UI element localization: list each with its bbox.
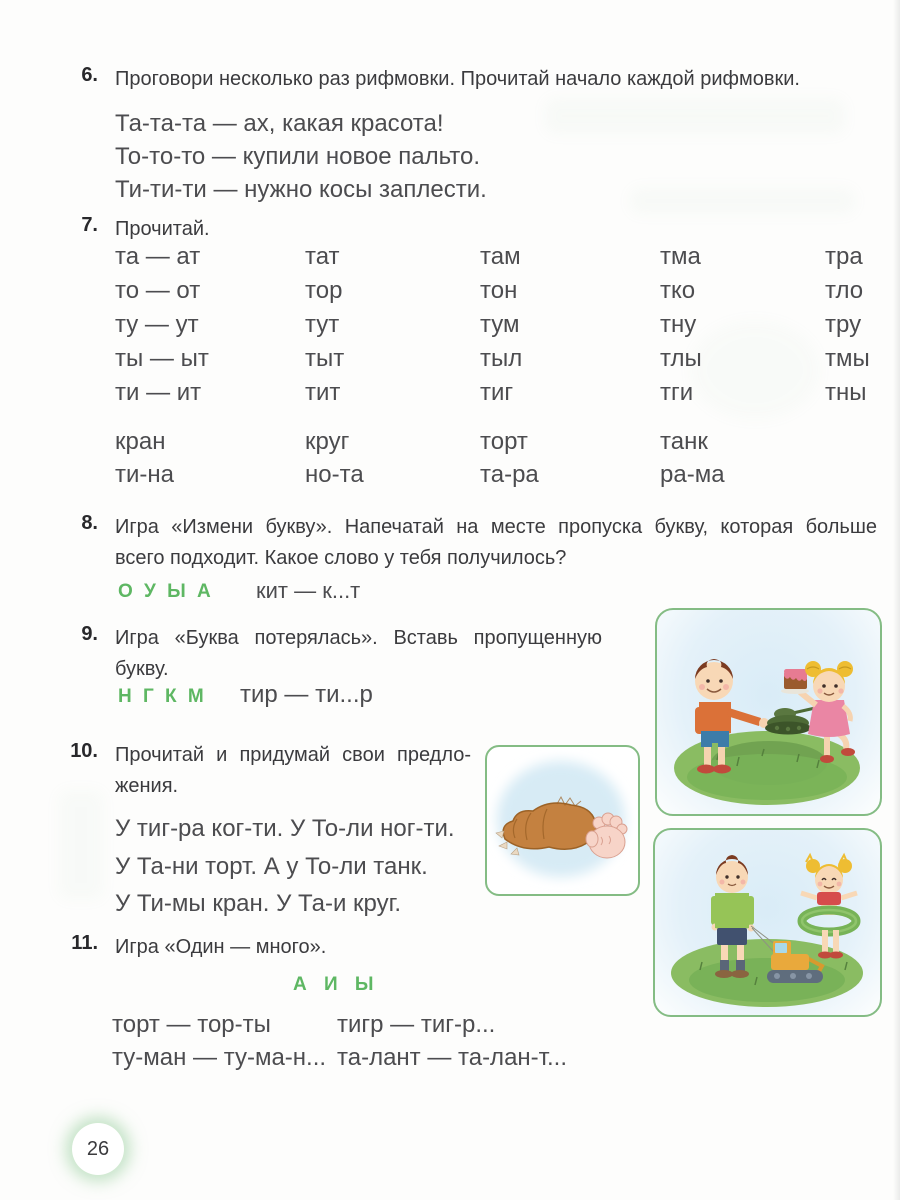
illustration-paw-and-hand <box>485 745 640 896</box>
word-pair: ту-ман — ту-ма-н... <box>112 1043 327 1071</box>
syllable-table <box>115 243 885 413</box>
page-number: 26 <box>86 1137 110 1160</box>
rhyme-line: Ти-ти-ти — нужно косы заплести. <box>115 176 487 203</box>
exercise-6-number: 6. <box>81 64 98 86</box>
syllable-cell: тру <box>825 311 862 338</box>
fill-in-task: кит — к...т <box>256 578 361 603</box>
syllable-cell: тра <box>825 243 863 270</box>
syllable-cell: ты — ыт <box>115 345 209 372</box>
words-table <box>115 428 885 494</box>
instruction-line: Игра «Буква потерялась». Вставь пропущенную <box>115 627 602 649</box>
exercise-10-sentences <box>115 810 455 923</box>
sentence-line: У Та-ни торт. А у То-ли танк. <box>115 852 428 880</box>
exercise-6-rhymes <box>115 107 487 206</box>
bleed-through-artifact <box>630 188 855 214</box>
exercise-11-instruction: Игра «Один — много». <box>115 936 327 958</box>
syllable-cell: та — ат <box>115 243 201 270</box>
exercise-10-number: 10. <box>70 740 98 762</box>
syllable-cell: ти — ит <box>115 379 202 406</box>
letter-choices: А И Ы <box>293 974 380 995</box>
word-cell: торт <box>480 428 528 455</box>
rhyme-line: Та-та-та — ах, какая красота! <box>115 110 444 137</box>
paw-hand-scene <box>487 747 638 894</box>
word-cell: ра-ма <box>660 461 725 488</box>
syllable-cell: тлы <box>660 345 702 372</box>
syllable-cell: тло <box>825 277 864 304</box>
syllable-cell: тыл <box>480 345 523 372</box>
exercise-11-number: 11. <box>71 932 98 954</box>
word-pair: торт — тор-ты <box>112 1011 271 1038</box>
fill-in-task: тир — ти...р <box>240 681 373 708</box>
word-cell: та-ра <box>480 461 539 488</box>
instruction-line: Игра «Измени букву». Напечатай на месте пропуска букву, которая больше <box>115 516 877 538</box>
syllable-cell: тит <box>305 379 341 406</box>
syllable-cell: тиг <box>480 379 514 406</box>
word-cell: но-та <box>305 461 364 488</box>
bleed-through-artifact <box>58 790 104 900</box>
page-number-badge <box>72 1123 124 1175</box>
word-pairs-table <box>112 1011 567 1076</box>
exercise-10-instruction <box>115 740 471 802</box>
word-cell: ти-на <box>115 461 174 488</box>
letter-choices: Н Г К М <box>118 686 207 707</box>
word-cell: танк <box>660 428 708 455</box>
exercise-7-number: 7. <box>81 214 98 236</box>
word-cell: кран <box>115 428 166 455</box>
mower-scene <box>655 830 880 1015</box>
sentence-line: У тиг-ра ког-ти. У То-ли ног-ти. <box>115 815 455 842</box>
sentence-line: У Ти-мы кран. У Та-и круг. <box>115 890 402 917</box>
instruction-line: всего подходит. Какое слово у тебя получилось? <box>115 547 567 569</box>
exercise-9-instruction <box>115 623 602 684</box>
tank-cake-scene <box>657 610 880 814</box>
word-pair: та-лант — та-лан-т... <box>337 1043 567 1071</box>
instruction-line: Прочитай и придумай свои предло- <box>115 744 471 766</box>
syllable-cell: тма <box>660 243 701 270</box>
syllable-cell: тон <box>480 277 518 304</box>
bleed-through-artifact <box>545 98 845 134</box>
letter-choices: О У Ы А <box>118 581 214 602</box>
syllable-cell: ту — ут <box>115 311 199 338</box>
exercise-7-instruction: Прочитай. <box>115 218 210 240</box>
syllable-cell: тут <box>305 311 340 338</box>
syllable-cell: тну <box>660 311 697 338</box>
exercise-6-instruction: Проговори несколько раз рифмовки. Прочитай начало каждой рифмовки. <box>115 68 800 90</box>
exercise-9-number: 9. <box>81 623 98 645</box>
syllable-cell: тор <box>305 277 343 304</box>
syllable-cell: там <box>480 243 521 270</box>
syllable-cell: тат <box>305 243 340 270</box>
page-edge-shadow <box>893 0 900 1200</box>
syllable-cell: тко <box>660 277 696 304</box>
exercise-8-instruction <box>115 512 877 574</box>
exercise-8-number: 8. <box>81 512 98 534</box>
syllable-cell: тги <box>660 379 694 406</box>
syllable-cell: тыт <box>305 345 345 372</box>
word-cell: круг <box>305 428 350 455</box>
instruction-line: букву. <box>115 657 169 680</box>
syllable-cell: тум <box>480 311 520 338</box>
word-pair: тигр — тиг-р... <box>337 1011 496 1038</box>
illustration-boy-tank-girl-cake <box>655 608 882 816</box>
rhyme-line: То-то-то — купили новое пальто. <box>115 143 481 170</box>
syllable-cell: то — от <box>115 277 201 304</box>
illustration-boy-excavator-girl-ring <box>653 828 882 1017</box>
syllable-cell: тмы <box>825 345 870 372</box>
instruction-line: жения. <box>115 775 179 797</box>
syllable-cell: тны <box>825 379 867 406</box>
